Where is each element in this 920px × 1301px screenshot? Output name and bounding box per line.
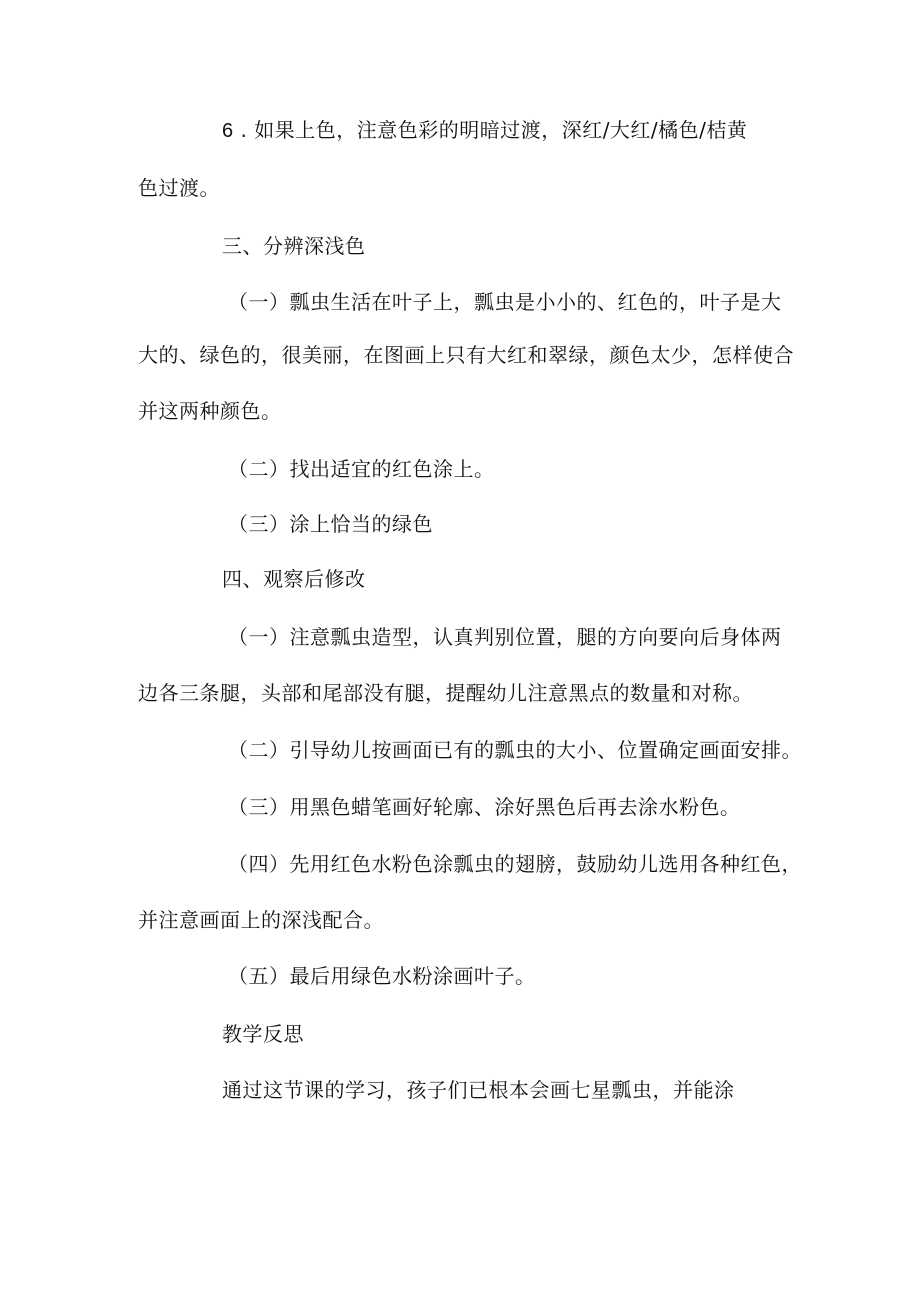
paragraph-line: 色过渡。: [138, 176, 220, 200]
paragraph-line: （二）引导幼儿按画面已有的瓢虫的大小、位置确定画面安排。: [228, 738, 802, 762]
step-6-line: [222, 116, 747, 145]
paragraph-line: （一）瓢虫生活在叶子上，瓢虫是小小的、红色的，叶子是大: [228, 290, 782, 314]
section-heading-4: 四、观察后修改: [222, 567, 366, 591]
paragraph-line: （二）找出适宜的红色涂上。: [228, 457, 495, 481]
step-6-text: . 如果上色，注意色彩的明暗过渡，深红/大红/橘色/桔黄: [233, 118, 748, 142]
paragraph-line: 边各三条腿，头部和尾部没有腿，提醒幼儿注意黑点的数量和对称。: [138, 681, 753, 705]
paragraph-line: （四）先用红色水粉色涂瓢虫的翅膀，鼓励幼儿选用各种红色，: [228, 852, 802, 876]
paragraph-line: 通过这节课的学习，孩子们已根本会画七星瓢虫，并能涂: [222, 1078, 735, 1102]
section-heading-reflection: 教学反思: [222, 1022, 304, 1046]
paragraph-line: （三）用黑色蜡笔画好轮廓、涂好黑色后再去涂水粉色。: [228, 795, 741, 819]
paragraph-line: （三）涂上恰当的绿色: [228, 512, 433, 536]
section-heading-3: 三、分辨深浅色: [222, 234, 366, 258]
paragraph-line: （一）注意瓢虫造型，认真判别位置，腿的方向要向后身体两: [228, 625, 782, 649]
step-number: 6: [222, 120, 234, 142]
paragraph-line: 并这两种颜色。: [138, 399, 282, 423]
paragraph-line: （五）最后用绿色水粉涂画叶子。: [228, 964, 536, 988]
paragraph-line: 并注意画面上的深浅配合。: [138, 908, 384, 932]
paragraph-line: 大的、绿色的，很美丽，在图画上只有大红和翠绿，颜色太少，怎样使合: [138, 343, 794, 367]
